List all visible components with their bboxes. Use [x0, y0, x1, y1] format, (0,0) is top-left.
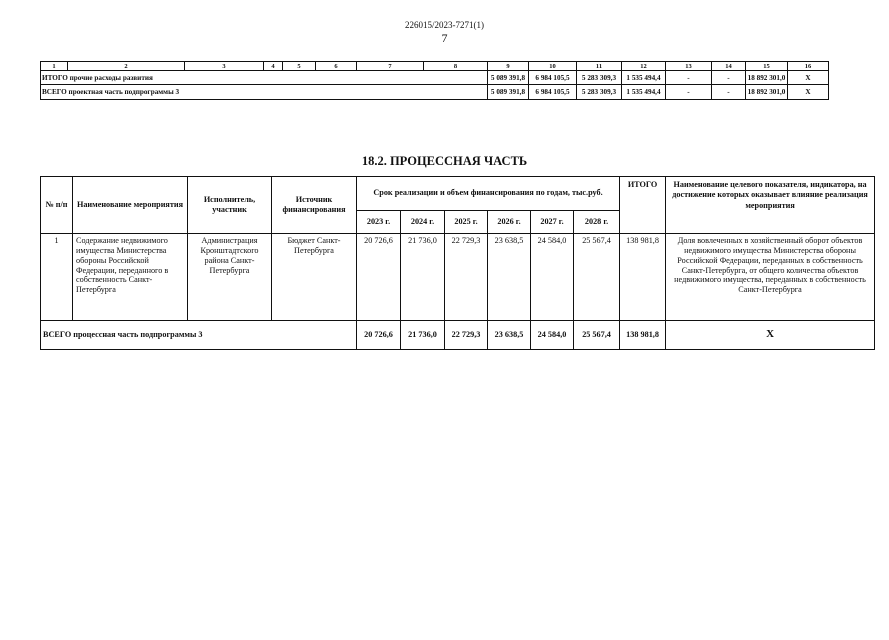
cell-value: 18 892 301,0 — [746, 85, 788, 100]
table-row — [41, 71, 829, 85]
col-number: 12 — [622, 62, 666, 71]
header-num: № п/п — [41, 177, 73, 234]
header-row — [41, 177, 875, 211]
cell-value: - — [666, 85, 712, 100]
header-year: 2025 г. — [445, 211, 488, 234]
col-number: 9 — [488, 62, 529, 71]
year-value: 23 638,5 — [488, 234, 531, 321]
row-total: 138 981,8 — [620, 234, 666, 321]
col-number: 11 — [577, 62, 622, 71]
table-row — [41, 85, 829, 100]
col-number: 2 — [68, 62, 185, 71]
cell-value: - — [712, 71, 746, 85]
year-value: 22 729,3 — [445, 234, 488, 321]
cell-value: 1 535 494,4 — [622, 71, 666, 85]
header-year: 2026 г. — [488, 211, 531, 234]
col-number: 8 — [424, 62, 488, 71]
header-period: Срок реализации и объем финансирования по годам, тыс.руб. — [357, 177, 620, 211]
year-value: 20 726,6 — [357, 234, 401, 321]
total-row — [41, 321, 875, 350]
cell-value: 5 089 391,8 — [488, 85, 529, 100]
cell-value: X — [788, 85, 829, 100]
row-number: 1 — [41, 234, 73, 321]
col-number: 7 — [357, 62, 424, 71]
col-number: 5 — [283, 62, 316, 71]
year-value: 24 584,0 — [531, 234, 574, 321]
project-part-table — [40, 61, 829, 100]
column-number-row — [41, 62, 829, 71]
indicator-x: X — [666, 321, 875, 350]
total-label: ВСЕГО процессная часть подпрограммы 3 — [41, 321, 357, 350]
row-label: ВСЕГО проектная часть подпрограммы 3 — [41, 85, 488, 100]
document-code: 226015/2023-7271(1) — [405, 20, 484, 30]
indicator-text: Доля вовлеченных в хозяйственный оборот объектов недвижимого имущества Министерства обороны Российской Федерации, переданных в собственность Санкт-Петербурга, от общего количества объектов недвижимого имущества, переданных в собственность Санкт-Петербурга — [666, 234, 875, 321]
year-value: 21 736,0 — [401, 234, 445, 321]
funding-source: Бюджет Санкт-Петербурга — [272, 234, 357, 321]
header-year: 2027 г. — [531, 211, 574, 234]
header-year: 2028 г. — [574, 211, 620, 234]
header-year: 2023 г. — [357, 211, 401, 234]
cell-value: 5 283 309,3 — [577, 85, 622, 100]
col-number: 10 — [529, 62, 577, 71]
executor: Администрация Кронштадтского района Санкт-Петербурга — [188, 234, 272, 321]
total-year-value: 24 584,0 — [531, 321, 574, 350]
cell-value: 6 984 105,5 — [529, 71, 577, 85]
cell-value: - — [712, 85, 746, 100]
col-number: 3 — [185, 62, 264, 71]
header-executor: Исполнитель, участник — [188, 177, 272, 234]
cell-value: 1 535 494,4 — [622, 85, 666, 100]
col-number: 14 — [712, 62, 746, 71]
year-value: 25 567,4 — [574, 234, 620, 321]
cell-value: 5 089 391,8 — [488, 71, 529, 85]
col-number: 15 — [746, 62, 788, 71]
process-part-table — [40, 176, 875, 350]
row-label: ИТОГО прочие расходы развития — [41, 71, 488, 85]
cell-value: - — [666, 71, 712, 85]
col-number: 16 — [788, 62, 829, 71]
col-number: 1 — [41, 62, 68, 71]
total-year-value: 21 736,0 — [401, 321, 445, 350]
grand-total: 138 981,8 — [620, 321, 666, 350]
total-year-value: 22 729,3 — [445, 321, 488, 350]
header-name: Наименование мероприятия — [73, 177, 188, 234]
page-number: 7 — [441, 31, 448, 45]
header-source: Источник финансирования — [272, 177, 357, 234]
col-number: 13 — [666, 62, 712, 71]
cell-value: 5 283 309,3 — [577, 71, 622, 85]
total-year-value: 20 726,6 — [357, 321, 401, 350]
col-number: 4 — [264, 62, 283, 71]
table-row — [41, 234, 875, 321]
total-year-value: 25 567,4 — [574, 321, 620, 350]
section-title: 18.2. ПРОЦЕССНАЯ ЧАСТЬ — [361, 154, 528, 168]
col-number: 6 — [316, 62, 357, 71]
cell-value: 6 984 105,5 — [529, 85, 577, 100]
header-indicator: Наименование целевого показателя, индикатора, на достижение которых оказывает влияние реализация мероприятия — [666, 177, 875, 234]
activity-name: Содержание недвижимого имущества Министерства обороны Российской Федерации, переданного в собственность Санкт-Петербурга — [73, 234, 188, 321]
cell-value: 18 892 301,0 — [746, 71, 788, 85]
total-year-value: 23 638,5 — [488, 321, 531, 350]
header-year: 2024 г. — [401, 211, 445, 234]
cell-value: X — [788, 71, 829, 85]
header-total: ИТОГО — [620, 177, 666, 234]
